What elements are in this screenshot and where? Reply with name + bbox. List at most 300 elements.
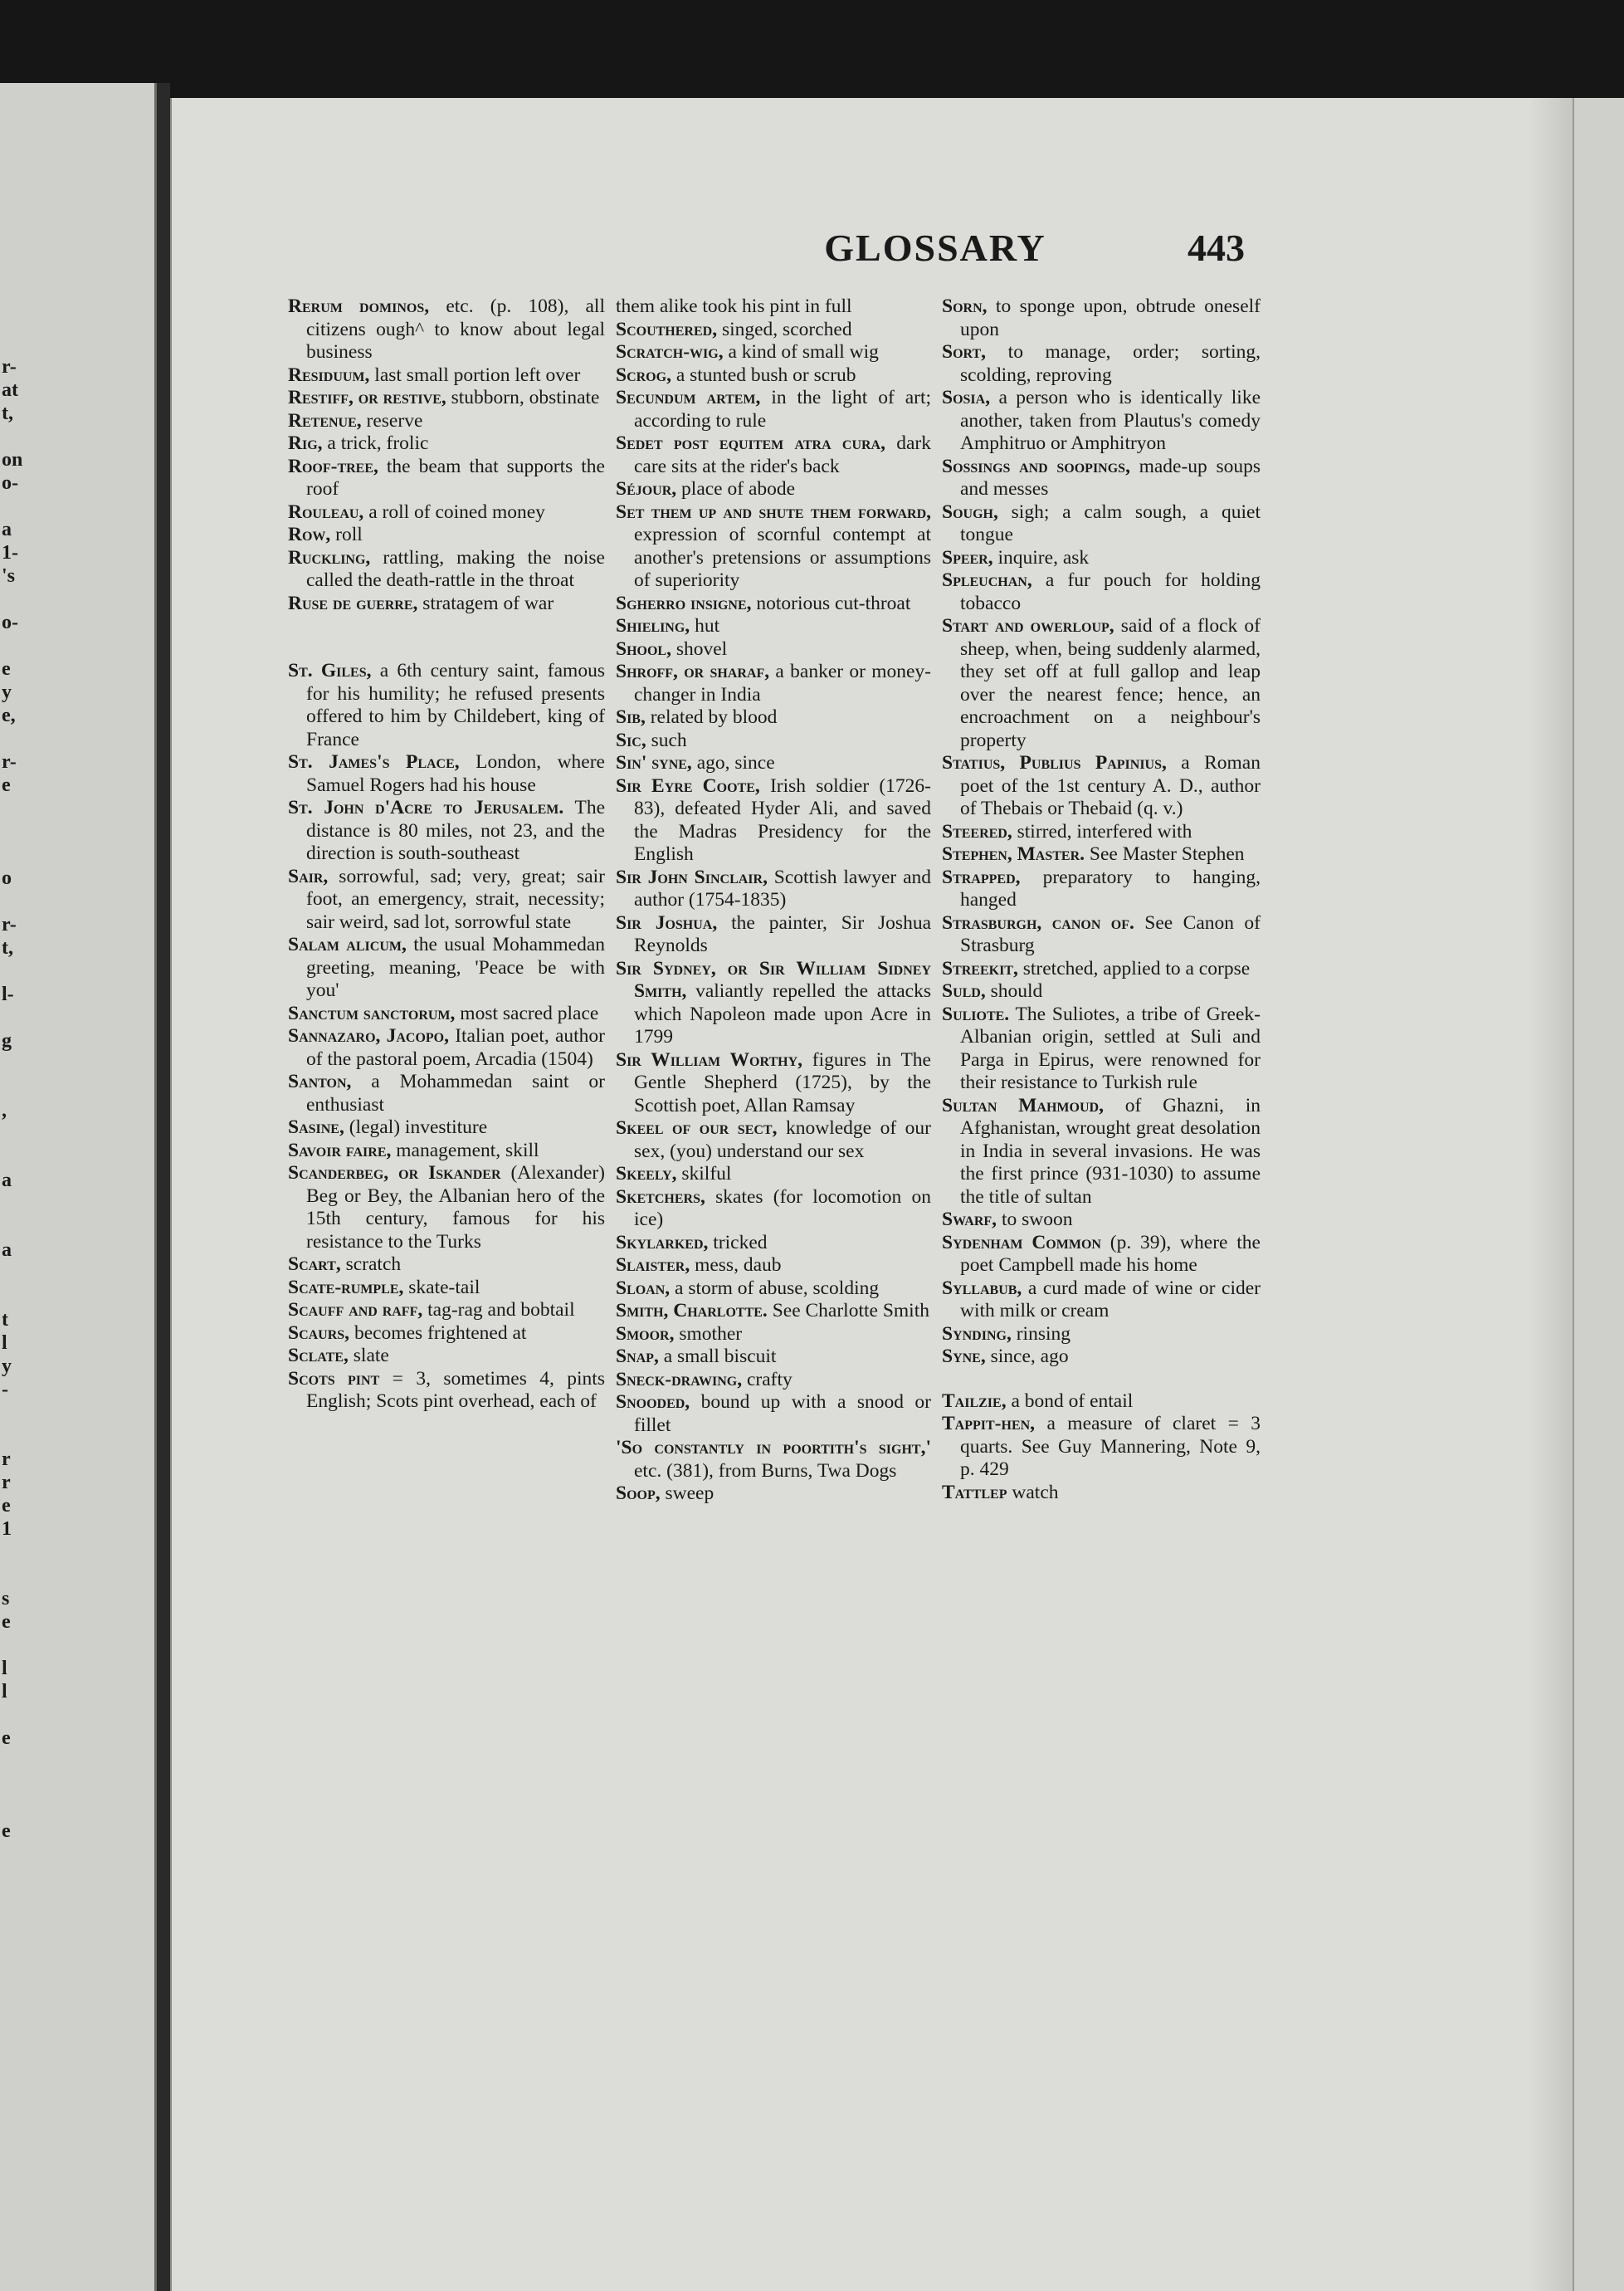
glossary-headword: Sasine, [288,1116,344,1138]
glossary-entry [942,1482,1261,1505]
glossary-definition: such [646,729,687,751]
glossary-definition: since, ago [985,1346,1069,1367]
glossary-definition: notorious cut-throat [751,592,911,614]
glossary-headword: Strasburgh, canon of. [942,911,1134,934]
glossary-entry [616,912,931,958]
glossary-entry [616,1232,931,1255]
glossary-headword: Row, [288,524,331,545]
glossary-entry [616,432,931,478]
glossary-definition: ago, since [691,752,775,774]
glossary-entry [616,775,931,867]
glossary-headword: Soop, [616,1483,661,1504]
facing-page-fragment: o- [2,612,18,633]
glossary-entry [942,1277,1261,1323]
glossary-definition: becomes frightened at [349,1321,527,1344]
glossary-entry [616,730,931,753]
glossary-definition: stubborn, obstinate [446,387,600,408]
glossary-entry [616,319,931,342]
facing-page-fragment: l [2,1681,7,1702]
glossary-entry [616,1254,931,1277]
glossary-definition: related by blood [645,706,778,728]
facing-page-fragment: a [2,1170,12,1191]
glossary-headword: Sir Eyre Coote, [616,774,760,797]
glossary-entry [942,821,1261,844]
glossary-headword: Sir Joshua, [616,911,718,934]
glossary-headword: Sir Sydney, or Sir William Sidney Smith, [616,957,931,1002]
glossary-entry [942,1390,1261,1414]
glossary-definition: tag-rag and bobtail [422,1299,575,1321]
glossary-definition: to swoon [997,1209,1073,1230]
glossary-definition: See Charlotte Smith [767,1300,929,1321]
glossary-entry [616,1049,931,1118]
glossary-entry-continued [616,296,931,319]
glossary-definition: sweep [660,1483,714,1504]
glossary-headword: Stephen, Master. [942,843,1085,865]
glossary-headword: Skylarked, [616,1231,709,1253]
glossary-entry [942,547,1261,570]
glossary-headword: Sic, [616,729,646,751]
glossary-entry [616,387,931,432]
glossary-definition: sigh; a calm sough, a quiet tongue [960,501,1261,545]
section-gap [288,615,605,660]
glossary-headword: Sloan, [616,1277,671,1299]
glossary-entry [942,1004,1261,1095]
glossary-headword: Scanderbeg, or Iskander [288,1162,501,1184]
glossary-entry [616,341,931,364]
glossary-definition: stretched, applied to a corpse [1017,957,1251,979]
glossary-entry [288,1071,605,1116]
glossary-column-1 [288,296,605,1414]
glossary-entry [288,1322,605,1346]
glossary-definition: a small biscuit [658,1346,777,1367]
glossary-entry [616,706,931,730]
glossary-definition: a roll of coined money [363,501,545,523]
glossary-headword: Spleuchan, [942,569,1032,591]
facing-page-fragment: e [2,774,11,796]
glossary-headword: Sgherro insigne, [616,592,752,614]
glossary-entry [942,867,1261,912]
glossary-entry [616,1163,931,1186]
glossary-definition: skates (for locomotion on ice) [634,1185,931,1230]
glossary-headword: Scauff and raff, [288,1299,423,1321]
facing-page-edge [0,83,157,2291]
glossary-definition: dark care sits at the rider's back [634,432,931,477]
glossary-definition: the beam that supports the roof [306,455,605,500]
glossary-headword: Roof-tree, [288,455,378,477]
glossary-entry [288,296,605,364]
glossary-entry [616,1300,931,1323]
glossary-definition: rinsing [1011,1322,1070,1345]
facing-page-fragment: , [2,1100,7,1121]
glossary-entry [942,456,1261,501]
glossary-headword: Tailzie, [942,1390,1007,1412]
glossary-definition: (p. 39), where the poet Campbell made his home [960,1231,1261,1276]
glossary-entry [942,980,1261,1004]
glossary-definition: bound up with a snood or fillet [634,1391,931,1436]
page-curl-shadow [1529,98,1574,2291]
glossary-entry [288,1368,605,1414]
glossary-definition: mess, daub [690,1254,782,1276]
glossary-definition: Italian poet, author of the pastoral poem, Arcadia (1504) [306,1025,605,1070]
glossary-definition: tricked [708,1231,768,1253]
glossary-headword: Tattlep [942,1481,1007,1503]
glossary-headword: Sannazaro, Jacopo, [288,1025,449,1047]
glossary-entry [616,958,931,1049]
glossary-definition: etc. (381), from Burns, Twa Dogs [634,1459,897,1482]
glossary-entry [942,752,1261,821]
glossary-entry [616,478,931,501]
glossary-entry [288,501,605,525]
glossary-headword: Ruse de guerre, [288,592,418,614]
glossary-definition: stirred, interfered with [1012,820,1192,843]
glossary-headword: Rouleau, [288,501,364,523]
glossary-headword: Sough, [942,501,998,523]
facing-page-fragment: r- [2,751,17,773]
glossary-definition: a bond of entail [1006,1390,1134,1412]
glossary-headword: Shieling, [616,615,690,637]
glossary-entry [616,867,931,912]
facing-page-fragment: at [2,379,18,401]
glossary-headword: Sair, [288,865,329,887]
glossary-definition: sorrowful, sad; very, great; sair foot, an emergency, strait, necessity; sair weird, sad lot, sorrowful state [306,865,605,933]
glossary-definition: skilful [676,1163,732,1185]
glossary-headword: Sossings and soopings, [942,455,1130,477]
glossary-definition: the painter, Sir Joshua Reynolds [634,911,931,956]
glossary-headword: Salam alicum, [288,934,407,955]
glossary-headword: Statius, Publius Papinius, [942,752,1167,774]
glossary-headword: Restiff, or restive, [288,387,446,408]
glossary-headword: Synding, [942,1322,1012,1345]
glossary-headword: St. James's Place, [288,751,460,773]
glossary-entry [616,593,931,616]
glossary-entry [288,456,605,501]
glossary-entry [288,1116,605,1140]
glossary-headword: Scrog, [616,364,671,386]
glossary-headword: Scaurs, [288,1321,350,1344]
glossary-entry [616,1117,931,1163]
glossary-entry [942,1095,1261,1209]
glossary-definition: The Suliotes, a tribe of Greek-Albanian origin, settled at Suli and Parga in Epirus, were renowned for their resistance to Turkish rule [960,1003,1261,1093]
glossary-headword: Strapped, [942,866,1021,888]
glossary-entry [942,341,1261,387]
glossary-headword: Sketchers, [616,1185,705,1208]
glossary-column-2 [616,296,931,1506]
glossary-headword: Syne, [942,1346,986,1367]
facing-page-fragment: e [2,1611,11,1633]
glossary-page [170,98,1574,2291]
glossary-definition: last small portion left over [369,364,581,386]
glossary-entry [616,1323,931,1346]
glossary-headword: Scart, [288,1253,341,1275]
glossary-headword: Smoor, [616,1322,675,1345]
facing-page-fragment: 1 [2,1518,12,1540]
glossary-definition: a 6th century saint, famous for his humility; he refused presents offered to him by Childebert, king of France [306,660,605,750]
glossary-headword: Smith, Charlotte. [616,1300,768,1321]
glossary-definition: London, where Samuel Rogers had his house [306,751,605,796]
glossary-headword: Shool, [616,637,671,660]
facing-page-fragment: t, [2,937,13,959]
glossary-definition: valiantly repelled the attacks which Napoleon made upon Acre in 1799 [634,980,931,1048]
glossary-headword: Sedet post equitem atra cura, [616,432,885,454]
glossary-definition: a trick, frolic [322,432,429,454]
glossary-definition: a storm of abuse, scolding [670,1277,880,1299]
glossary-entry [616,752,931,775]
page-title: GLOSSARY [824,227,1046,269]
glossary-definition: crafty [742,1368,792,1390]
glossary-headword: Scate-rumple, [288,1276,404,1298]
glossary-headword: Skeely, [616,1163,677,1185]
glossary-headword: Skeel of our sect, [616,1117,778,1139]
facing-page-fragment: t, [2,403,13,424]
glossary-definition: rattling, making the noise called the death-rattle in the throat [306,546,605,591]
facing-page-fragment: e, [2,705,16,726]
glossary-definition: to manage, order; sorting, scolding, reproving [960,341,1261,386]
glossary-definition: scratch [340,1253,402,1275]
glossary-headword: Suliote. [942,1003,1010,1025]
glossary-entry [616,501,931,593]
glossary-definition: Irish soldier (1726-83), defeated Hyder Ali, and saved the Madras Presidency for the English [634,774,932,865]
glossary-headword: Séjour, [616,478,677,500]
facing-page-fragment: r [2,1448,11,1470]
glossary-definition: The distance is 80 miles, not 23, and the direction is south-southeast [306,797,605,864]
glossary-definition: to sponge upon, obtrude oneself upon [960,296,1261,340]
glossary-definition: inquire, ask [992,546,1090,569]
glossary-entry [616,661,931,706]
glossary-definition: said of a flock of sheep, when, being suddenly alarmed, they set off at full gallop and leap over the nearest fence; hence, an encroachment on a neighbour's property [960,615,1261,751]
glossary-entry [288,934,605,1003]
glossary-entry [616,1277,931,1301]
facing-page-fragment: r [2,1472,11,1493]
glossary-definition: a stunted bush or scrub [671,364,856,386]
facing-page-fragment: o [2,867,12,889]
glossary-definition: Scottish lawyer and author (1754-1835) [634,866,931,911]
next-page-edge [1573,98,1624,2291]
glossary-entry [288,1025,605,1071]
glossary-definition: singed, scorched [717,318,852,340]
facing-page-fragment: e [2,1727,11,1749]
glossary-headword: Sanctum sanctorum, [288,1002,456,1024]
glossary-definition: of Ghazni, in Afghanistan, wrought great desolation in India in several invasions. He was the first prince (931-1030) to assume the title of sultan [960,1094,1261,1208]
glossary-definition: a Mohammedan saint or enthusiast [306,1071,605,1116]
glossary-definition: shovel [671,637,728,660]
glossary-definition: preparatory to hanging, hanged [960,866,1261,911]
facing-page-fragment: o- [2,472,18,494]
glossary-entry [942,1232,1261,1277]
glossary-headword: 'So constantly in poortith's sight,' [616,1437,931,1458]
glossary-entry [288,593,605,616]
glossary-entry [942,958,1261,981]
glossary-headword: Savoir faire, [288,1139,392,1161]
glossary-entry [616,1483,931,1506]
glossary-definition: a person who is identically like another, taken from Plautus's comedy Amphitruo or Amphitryon [960,387,1261,454]
glossary-headword: Set them up and shute them forward, [616,501,931,523]
glossary-entry [288,660,605,751]
glossary-definition: a banker or money-changer in India [634,661,931,706]
facing-page-fragment: e [2,658,11,680]
glossary-definition: watch [1007,1481,1059,1503]
facing-page-fragment: g [2,1030,12,1052]
glossary-entry [288,1253,605,1277]
glossary-headword: Rig, [288,432,323,454]
glossary-entry [616,1437,931,1483]
glossary-headword: Sir John Sinclair, [616,866,768,888]
glossary-headword: Streekit, [942,957,1018,979]
glossary-headword: Suld, [942,980,986,1002]
facing-page-fragment: l [2,1332,7,1354]
facing-page-fragment: a [2,1239,12,1261]
glossary-headword: Ruckling, [288,546,371,569]
glossary-entry [616,1346,931,1369]
facing-page-fragment: e [2,1820,11,1842]
glossary-headword: Shroff, or sharaf, [616,661,770,682]
glossary-entry [288,1162,605,1253]
facing-page-fragment: t [2,1309,8,1331]
glossary-headword: Rerum dominos, [288,296,430,317]
glossary-entry [942,615,1261,752]
glossary-definition: skate-tail [403,1276,480,1298]
glossary-entry [288,1299,605,1322]
glossary-entry [942,1413,1261,1482]
glossary-entry [942,912,1261,958]
glossary-definition: a kind of small wig [723,341,879,363]
glossary-definition: management, skill [391,1139,539,1161]
glossary-headword: Snooded, [616,1391,690,1413]
glossary-headword: Swarf, [942,1209,997,1230]
facing-page-fragment: 's [2,565,16,587]
glossary-definition: place of abode [676,478,796,500]
glossary-entry [616,638,931,662]
glossary-entry [616,615,931,638]
glossary-entry [288,797,605,866]
glossary-definition: See Canon of Strasburg [960,911,1261,956]
glossary-headword: Sosia, [942,387,991,408]
glossary-definition: stratagem of war [417,592,554,614]
facing-page-fragment: y [2,1356,12,1377]
page-number: 443 [1188,227,1245,269]
glossary-headword: Snap, [616,1346,659,1367]
glossary-entry [942,501,1261,547]
glossary-headword: Syllabub, [942,1277,1022,1299]
glossary-definition: a curd made of wine or cider with milk or cream [960,1277,1261,1321]
facing-page-fragment: l- [2,984,14,1005]
glossary-entry [616,1369,931,1392]
glossary-definition: most sacred place [455,1002,599,1024]
glossary-headword: Steered, [942,820,1012,843]
glossary-definition: etc. (p. 108), all citizens ough^ to know about legal business [306,296,605,363]
facing-page-fragment: r- [2,914,17,935]
glossary-definition: reserve [361,409,423,432]
glossary-headword: Sir William Worthy, [616,1048,802,1071]
facing-page-fragment: on [2,449,23,471]
facing-page-fragment: r- [2,356,17,378]
glossary-headword: Sneck-drawing, [616,1368,743,1390]
glossary-headword: Residuum, [288,364,370,386]
glossary-entry [942,569,1261,615]
glossary-definition: roll [330,524,363,545]
glossary-entry [288,1277,605,1300]
glossary-entry [288,547,605,593]
glossary-entry [942,1209,1261,1232]
glossary-definition: them alike took his pint in full [616,296,852,317]
glossary-definition: a measure of claret = 3 quarts. See Guy Mannering, Note 9, p. 429 [960,1413,1261,1480]
glossary-definition: made-up soups and messes [960,455,1261,500]
scan-top-border [0,0,1624,98]
glossary-definition: should [985,980,1043,1002]
glossary-headword: Sultan Mahmoud, [942,1094,1104,1116]
facing-page-fragment: 1- [2,542,18,564]
glossary-definition: in the light of art; according to rule [634,387,932,432]
glossary-entry [288,751,605,797]
glossary-headword: Tappit-hen, [942,1413,1036,1434]
glossary-definition: = 3, sometimes 4, pints English; Scots pint overhead, each of [306,1367,605,1412]
glossary-entry [288,1003,605,1026]
glossary-headword: Sort, [942,341,987,363]
glossary-entry [288,1345,605,1368]
facing-page-fragment: - [2,1379,8,1400]
glossary-headword: Sorn, [942,296,988,317]
glossary-entry [288,364,605,388]
facing-page-fragment: y [2,681,12,703]
glossary-definition: See Master Stephen [1085,843,1245,865]
glossary-headword: Speer, [942,546,993,569]
glossary-headword: Scratch-wig, [616,341,724,363]
glossary-entry [942,1323,1261,1346]
glossary-entry [616,1391,931,1437]
glossary-headword: Scots pint [288,1367,380,1390]
glossary-headword: Secundum artem, [616,387,761,408]
glossary-entry [288,410,605,433]
glossary-definition: (Alexander) Beg or Bey, the Albanian hero of the 15th century, famous for his resistance to the Turks [306,1162,605,1253]
glossary-definition: a fur pouch for holding tobacco [960,569,1261,614]
facing-page-fragment: e [2,1495,11,1517]
glossary-entry [288,1140,605,1163]
facing-page-fragment: s [2,1588,10,1610]
glossary-entry [942,296,1261,341]
facing-page-fragment: l [2,1658,7,1679]
glossary-entry [616,364,931,388]
glossary-definition: expression of scornful contempt at another's pretensions or assumptions of superiority [634,524,931,591]
glossary-headword: St. Giles, [288,660,372,681]
glossary-headword: Sib, [616,706,646,728]
glossary-definition: slate [348,1345,389,1366]
glossary-definition: hut [690,615,720,637]
glossary-entry [942,1346,1261,1369]
glossary-headword: Slaister, [616,1254,690,1276]
book-gutter [157,83,170,2291]
glossary-definition: the usual Mohammedan greeting, meaning, 'Peace be with you' [306,934,605,1001]
glossary-entry [942,843,1261,867]
glossary-entry [616,1186,931,1232]
glossary-definition: smother [674,1322,743,1345]
glossary-entry [288,387,605,410]
facing-page-fragment: a [2,519,12,540]
glossary-headword: Sclate, [288,1345,349,1366]
glossary-definition: figures in The Gentle Shepherd (1725), by the Scottish poet, Allan Ramsay [634,1048,931,1116]
glossary-headword: Santon, [288,1071,352,1092]
glossary-definition: a Roman poet of the 1st century A. D., author of Thebais or Thebaid (q. v.) [960,752,1261,819]
glossary-entry [288,866,605,935]
glossary-headword: Sin' syne, [616,752,692,774]
section-gap [942,1369,1261,1390]
glossary-entry [942,387,1261,456]
glossary-headword: Retenue, [288,409,362,432]
glossary-headword: Start and owerloup, [942,615,1114,637]
glossary-entry [288,432,605,456]
glossary-definition: knowledge of our sex, (you) understand our sex [634,1117,931,1162]
glossary-definition: (legal) investiture [344,1116,488,1138]
glossary-headword: Scouthered, [616,318,718,340]
glossary-headword: Sydenham Common [942,1231,1101,1253]
